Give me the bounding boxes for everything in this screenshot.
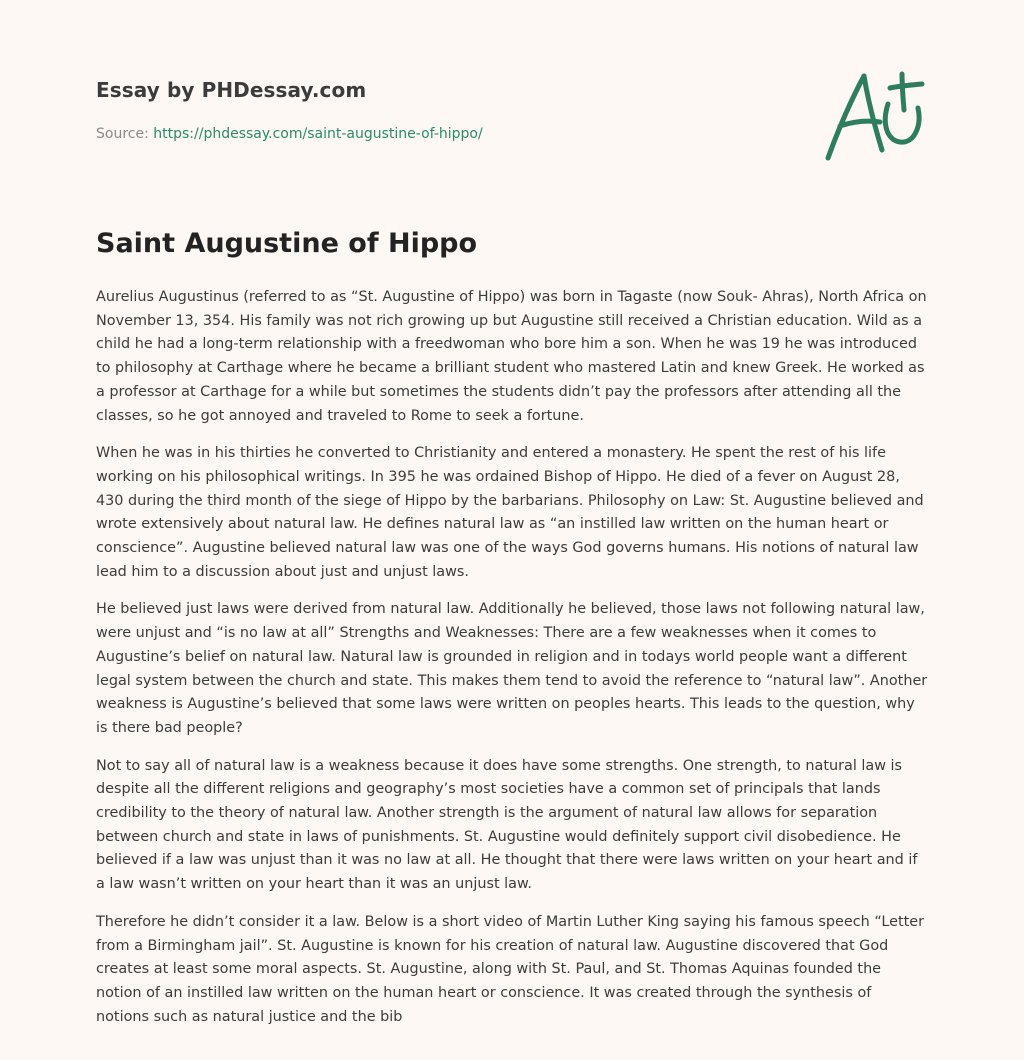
source-line [96,124,796,144]
paragraph: Aurelius Augustinus (referred to as “St. Augustine of Hippo) was born in Tagaste (now Souk- Ahras), North Africa on November 13, 354. His family was not rich growing up but Augustine still received a Christian education. Wild as a child he had a long-term relationship with a freedwoman who bore him a son. When he was 19 he was introduced to philosophy at Carthage where he became a brilliant student who mastered Latin and knew Greek. He worked as a professor at Carthage for a while but sometimes the students didn’t pay the professors after attending all the classes, so he got annoyed and traveled to Rome to seek a fortune. [96,289,927,424]
source-link[interactable]: https://phdessay.com/saint-augustine-of-hippo/ [153,126,483,142]
site-brand: Essay by PHDessay.com [96,78,367,102]
paragraph: When he was in his thirties he converted to Christianity and entered a monastery. He spent the rest of his life working on his philosophical writings. In 395 he was ordained Bishop of Hippo. He died of a fever on August 28, 430 during the third month of the siege of Hippo by the barbarians. Philosophy on Law: St. Augustine believed and wrote extensively about natural law. He defines natural law as “an instilled law written on the human heart or conscience”. Augustine believed natural law was one of the ways God governs humans. His notions of natural law lead him to a discussion about just and unjust laws. [96,445,924,580]
source-label: Source: [96,126,154,142]
paragraph: He believed just laws were derived from natural law. Additionally he believed, those laws not following natural law, were unjust and “is no law at all” Strengths and Weaknesses: There are a few weaknesses when it comes to Augustine’s belief on natural law. Natural law is grounded in religion and in todays world people want a different legal system between the church and state. This makes them tend to avoid the reference to “natural law”. Another weakness is Augustine’s believed that some laws were written on peoples hearts. This leads to the question, why is there bad people? [96,601,928,736]
essay-title: Saint Augustine of Hippo [96,228,478,259]
page-header [96,76,796,144]
a-plus-grade-logo-icon [822,64,930,168]
paragraph: Not to say all of natural law is a weakness because it does have some strengths. One strength, to natural law is despite all the different religions and geography’s most societies have a common set of principals that lands credibility to the theory of natural law. Another strength is the argument of natural law allows for separation between church and state in laws of punishments. St. Augustine would definitely support civil disobedience. He believed if a law was unjust than it was no law at all. He thought that there were laws written on your heart and if a law wasn’t written on your heart than it was an unjust law. [96,757,918,893]
paragraph: Therefore he didn’t consider it a law. Below is a short video of Martin Luther King saying his famous speech “Letter from a Birmingham jail”. St. Augustine is known for his creation of natural law. Augustine discovered that God creates at least some moral aspects. St. Augustine, along with St. Paul, and St. Thomas Aquinas founded the notion of an instilled law written on the human heart or conscience. It was created through the synthesis of notions such as natural justice and the bib [96,913,925,1025]
essay-body [96,286,928,1043]
